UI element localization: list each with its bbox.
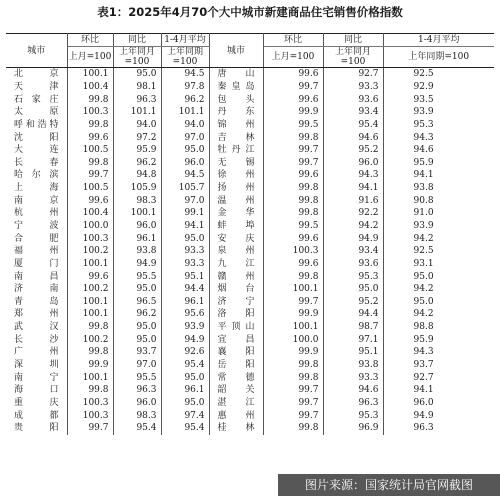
mom-cell: 99.7 <box>263 384 323 397</box>
avg-cell: 94.9 <box>413 410 434 421</box>
avg-header-right: 1-4月平均 <box>383 34 494 47</box>
yoy-cell: 95.0 <box>113 283 161 296</box>
mom-cell: 100.3 <box>67 409 113 422</box>
avg-cell: 94.2 <box>413 284 434 295</box>
mom-cell: 99.6 <box>263 68 323 81</box>
mom-cell: 100.5 <box>67 182 113 195</box>
mom-base-right: 上月=100 <box>263 47 323 68</box>
avg-cell: 96.3 <box>413 423 434 434</box>
avg-base-right: 上年同期=100 <box>383 47 494 68</box>
table-body <box>6 68 494 435</box>
table-row <box>6 194 494 207</box>
avg-cell: 94.5 <box>161 169 209 182</box>
avg-cell: 105.7 <box>161 182 209 195</box>
city-cell: 岳阳 <box>209 359 263 372</box>
mom-cell: 100.1 <box>67 296 113 309</box>
avg-cell: 95.9 <box>413 334 434 345</box>
city-cell: 韶关 <box>209 384 263 397</box>
avg-cell: 94.0 <box>161 119 209 132</box>
table-row <box>6 144 494 157</box>
yoy-cell: 96.9 <box>323 422 383 435</box>
yoy-cell: 95.5 <box>113 371 161 384</box>
city-cell: 丹东 <box>209 106 263 119</box>
mom-cell: 99.8 <box>263 207 323 220</box>
mom-cell: 100.1 <box>67 258 113 271</box>
mom-cell: 100.1 <box>67 371 113 384</box>
yoy-cell: 93.3 <box>323 371 383 384</box>
city-cell: 大连 <box>6 144 67 157</box>
city-cell: 长春 <box>6 156 67 169</box>
mom-cell: 100.2 <box>67 333 113 346</box>
city-cell: 太原 <box>6 106 67 119</box>
mom-cell: 99.8 <box>263 371 323 384</box>
mom-cell: 99.6 <box>263 232 323 245</box>
city-cell: 合肥 <box>6 232 67 245</box>
city-cell: 湛江 <box>209 397 263 410</box>
mom-cell: 99.9 <box>263 106 323 119</box>
city-cell: 包头 <box>209 93 263 106</box>
mom-cell: 99.6 <box>263 169 323 182</box>
city-cell: 宁波 <box>6 220 67 233</box>
city-cell: 重庆 <box>6 397 67 410</box>
price-index-table-container <box>6 33 494 435</box>
city-cell: 徐州 <box>209 169 263 182</box>
avg-cell: 94.1 <box>413 385 434 396</box>
avg-cell: 95.9 <box>413 157 434 168</box>
yoy-cell: 94.3 <box>323 169 383 182</box>
mom-cell: 99.8 <box>67 156 113 169</box>
avg-cell: 96.1 <box>161 296 209 309</box>
table-row <box>6 169 494 182</box>
avg-cell: 95.0 <box>413 271 434 282</box>
city-cell: 无锡 <box>209 156 263 169</box>
avg-cell: 96.1 <box>161 384 209 397</box>
table-row <box>6 359 494 372</box>
avg-cell: 93.9 <box>161 321 209 334</box>
city-cell: 安庆 <box>209 232 263 245</box>
table-row <box>6 371 494 384</box>
yoy-cell: 98.1 <box>113 81 161 94</box>
city-cell: 呼和浩特 <box>6 119 67 132</box>
city-cell: 福州 <box>6 245 67 258</box>
yoy-cell: 96.3 <box>323 397 383 410</box>
yoy-cell: 101.1 <box>113 106 161 119</box>
avg-cell: 101.1 <box>161 106 209 119</box>
city-cell: 泉州 <box>209 245 263 258</box>
city-cell: 烟台 <box>209 283 263 296</box>
yoy-cell: 93.3 <box>323 81 383 94</box>
table-row <box>6 333 494 346</box>
avg-cell: 95.0 <box>161 144 209 157</box>
yoy-header-right: 同比 <box>323 34 383 47</box>
avg-cell: 95.0 <box>413 296 434 307</box>
mom-cell: 99.7 <box>263 81 323 94</box>
yoy-cell: 93.4 <box>323 106 383 119</box>
yoy-cell: 95.9 <box>113 144 161 157</box>
avg-cell: 96.2 <box>161 93 209 106</box>
mom-cell: 100.2 <box>67 245 113 258</box>
avg-cell: 92.6 <box>161 346 209 359</box>
mom-cell: 99.9 <box>263 308 323 321</box>
yoy-header-left: 同比 <box>113 34 161 47</box>
city-cell: 贵阳 <box>6 422 67 435</box>
mom-cell: 99.9 <box>67 359 113 372</box>
avg-cell: 97.0 <box>161 131 209 144</box>
city-cell: 哈尔滨 <box>6 169 67 182</box>
mom-base-left: 上月=100 <box>67 47 113 68</box>
yoy-base-left: 上年同月=100 <box>113 47 161 68</box>
yoy-cell: 93.8 <box>113 245 161 258</box>
mom-cell: 99.6 <box>263 258 323 271</box>
yoy-cell: 94.8 <box>113 169 161 182</box>
avg-cell: 93.9 <box>413 221 434 231</box>
avg-cell: 95.0 <box>161 232 209 245</box>
mom-cell: 99.6 <box>67 270 113 283</box>
yoy-cell: 94.9 <box>323 232 383 245</box>
mom-cell: 99.7 <box>67 422 113 435</box>
yoy-cell: 96.2 <box>113 308 161 321</box>
yoy-cell: 93.6 <box>323 258 383 271</box>
yoy-cell: 95.5 <box>113 270 161 283</box>
yoy-cell: 96.3 <box>113 93 161 106</box>
mom-header-left: 环比 <box>67 34 113 47</box>
table-row <box>6 258 494 271</box>
yoy-cell: 92.2 <box>323 207 383 220</box>
avg-cell: 93.5 <box>413 94 434 105</box>
avg-cell: 95.3 <box>413 119 434 130</box>
city-cell: 南昌 <box>6 270 67 283</box>
city-cell: 金华 <box>209 207 263 220</box>
city-cell: 北京 <box>6 68 67 81</box>
avg-cell: 93.3 <box>161 245 209 258</box>
avg-cell: 94.2 <box>413 233 434 244</box>
yoy-cell: 95.3 <box>323 409 383 422</box>
avg-cell: 93.8 <box>413 183 434 194</box>
yoy-cell: 95.0 <box>113 321 161 334</box>
yoy-cell: 95.0 <box>113 68 161 81</box>
mom-cell: 99.5 <box>263 220 323 233</box>
avg-cell: 93.9 <box>413 107 434 118</box>
yoy-cell: 95.4 <box>323 119 383 132</box>
city-cell: 秦皇岛 <box>209 81 263 94</box>
mom-cell: 99.7 <box>263 296 323 309</box>
avg-cell: 94.1 <box>413 170 434 181</box>
city-cell: 长沙 <box>6 333 67 346</box>
avg-cell: 92.7 <box>413 372 434 383</box>
avg-cell: 97.0 <box>161 194 209 207</box>
table-row <box>6 397 494 410</box>
table-row <box>6 232 494 245</box>
mom-cell: 99.9 <box>263 346 323 359</box>
avg-cell: 94.1 <box>161 220 209 233</box>
table-title: 表1：2025年4月70个大中城市新建商品住宅销售价格指数 <box>97 5 403 19</box>
yoy-cell: 94.2 <box>323 220 383 233</box>
mom-header-right: 环比 <box>263 34 323 47</box>
mom-cell: 99.7 <box>263 156 323 169</box>
table-row <box>6 207 494 220</box>
avg-cell: 92.5 <box>413 246 434 257</box>
table-row <box>6 68 494 81</box>
avg-cell: 93.7 <box>413 360 434 371</box>
yoy-cell: 93.7 <box>113 346 161 359</box>
mom-cell: 100.5 <box>67 144 113 157</box>
city-cell: 上海 <box>6 182 67 195</box>
mom-cell: 100.0 <box>263 333 323 346</box>
yoy-cell: 96.0 <box>323 156 383 169</box>
yoy-cell: 96.0 <box>113 220 161 233</box>
avg-cell: 94.9 <box>161 333 209 346</box>
mom-cell: 100.4 <box>67 207 113 220</box>
city-cell: 海口 <box>6 384 67 397</box>
yoy-cell: 98.3 <box>113 194 161 207</box>
city-cell: 武汉 <box>6 321 67 334</box>
mom-cell: 99.8 <box>67 93 113 106</box>
mom-cell: 99.6 <box>263 93 323 106</box>
city-cell: 吉林 <box>209 131 263 144</box>
city-cell: 赣州 <box>209 270 263 283</box>
mom-cell: 100.1 <box>67 68 113 81</box>
table-row <box>6 283 494 296</box>
table-row <box>6 296 494 309</box>
mom-cell: 99.8 <box>263 359 323 372</box>
city-cell: 锦州 <box>209 119 263 132</box>
mom-cell: 99.8 <box>67 384 113 397</box>
avg-cell: 94.4 <box>161 283 209 296</box>
mom-cell: 99.7 <box>263 144 323 157</box>
mom-cell: 100.3 <box>67 397 113 410</box>
mom-cell: 100.4 <box>67 81 113 94</box>
yoy-cell: 100.1 <box>113 207 161 220</box>
city-cell: 平顶山 <box>209 321 263 334</box>
avg-cell: 97.4 <box>161 409 209 422</box>
yoy-cell: 95.2 <box>323 144 383 157</box>
avg-cell: 95.0 <box>161 397 209 410</box>
city-cell: 常德 <box>209 371 263 384</box>
yoy-cell: 95.4 <box>113 422 161 435</box>
city-cell: 宜昌 <box>209 333 263 346</box>
city-cell: 桂林 <box>209 422 263 435</box>
yoy-cell: 91.6 <box>323 194 383 207</box>
yoy-cell: 95.1 <box>323 346 383 359</box>
avg-cell: 97.8 <box>161 81 209 94</box>
yoy-cell: 93.6 <box>323 93 383 106</box>
yoy-cell: 95.0 <box>113 333 161 346</box>
avg-cell: 96.0 <box>413 397 434 408</box>
city-cell: 深圳 <box>6 359 67 372</box>
table-row <box>6 409 494 422</box>
mom-cell: 99.7 <box>67 169 113 182</box>
avg-base-left: 上年同期=100 <box>161 47 209 68</box>
mom-cell: 100.1 <box>263 321 323 334</box>
table-row <box>6 220 494 233</box>
yoy-cell: 96.1 <box>113 232 161 245</box>
avg-cell: 93.3 <box>161 258 209 271</box>
city-cell: 郑州 <box>6 308 67 321</box>
city-cell: 扬州 <box>209 182 263 195</box>
city-cell: 沈阳 <box>6 131 67 144</box>
city-cell: 温州 <box>209 194 263 207</box>
table-row <box>6 156 494 169</box>
city-header-right: 城市 <box>209 34 263 68</box>
avg-cell: 95.4 <box>161 359 209 372</box>
yoy-cell: 96.0 <box>113 397 161 410</box>
city-cell: 洛阳 <box>209 308 263 321</box>
table-row <box>6 119 494 132</box>
table-row <box>6 346 494 359</box>
avg-header-left: 1-4月平均 <box>161 34 209 47</box>
avg-cell: 94.6 <box>413 145 434 156</box>
yoy-cell: 96.2 <box>113 156 161 169</box>
city-cell: 九江 <box>209 258 263 271</box>
mom-cell: 99.8 <box>67 346 113 359</box>
avg-cell: 90.8 <box>413 195 434 206</box>
avg-cell: 92.9 <box>413 81 434 92</box>
city-cell: 济南 <box>6 283 67 296</box>
yoy-cell: 92.7 <box>323 68 383 81</box>
avg-cell: 95.0 <box>161 371 209 384</box>
avg-cell: 92.5 <box>413 69 434 80</box>
avg-cell: 95.1 <box>161 270 209 283</box>
city-cell: 唐山 <box>209 68 263 81</box>
table-row <box>6 270 494 283</box>
table-row <box>6 422 494 435</box>
mom-cell: 99.8 <box>67 119 113 132</box>
table-row <box>6 308 494 321</box>
avg-cell: 94.5 <box>161 68 209 81</box>
yoy-cell: 95.0 <box>323 283 383 296</box>
yoy-cell: 95.3 <box>323 270 383 283</box>
mom-cell: 99.8 <box>263 422 323 435</box>
yoy-cell: 98.3 <box>113 409 161 422</box>
mom-cell: 99.6 <box>67 194 113 207</box>
yoy-cell: 94.9 <box>113 258 161 271</box>
table-row <box>6 131 494 144</box>
avg-cell: 98.8 <box>413 322 434 333</box>
avg-cell: 99.1 <box>161 207 209 220</box>
yoy-cell: 97.0 <box>113 359 161 372</box>
price-index-table <box>6 33 494 435</box>
mom-cell: 99.7 <box>263 409 323 422</box>
yoy-cell: 94.1 <box>323 182 383 195</box>
city-cell: 杭州 <box>6 207 67 220</box>
mom-cell: 99.8 <box>263 182 323 195</box>
city-cell: 南宁 <box>6 371 67 384</box>
yoy-cell: 97.2 <box>113 131 161 144</box>
yoy-cell: 93.4 <box>323 245 383 258</box>
mom-cell: 100.1 <box>263 283 323 296</box>
city-cell: 惠州 <box>209 409 263 422</box>
mom-cell: 99.8 <box>263 194 323 207</box>
city-cell: 成都 <box>6 409 67 422</box>
avg-cell: 93.1 <box>413 258 434 269</box>
city-cell: 南京 <box>6 194 67 207</box>
mom-cell: 99.8 <box>67 321 113 334</box>
mom-cell: 99.8 <box>263 270 323 283</box>
yoy-cell: 94.6 <box>323 131 383 144</box>
mom-cell: 99.6 <box>67 131 113 144</box>
yoy-cell: 94.4 <box>323 308 383 321</box>
mom-cell: 100.2 <box>67 283 113 296</box>
city-cell: 石家庄 <box>6 93 67 106</box>
table-row <box>6 245 494 258</box>
yoy-cell: 94.6 <box>323 384 383 397</box>
avg-cell: 94.2 <box>413 309 434 320</box>
city-cell: 蚌埠 <box>209 220 263 233</box>
yoy-base-right: 上年同月=100 <box>323 47 383 68</box>
mom-cell: 99.7 <box>263 397 323 410</box>
table-row <box>6 81 494 94</box>
mom-cell: 99.8 <box>263 131 323 144</box>
yoy-cell: 96.3 <box>113 384 161 397</box>
avg-cell: 94.3 <box>413 347 434 358</box>
yoy-cell: 97.1 <box>323 333 383 346</box>
mom-cell: 100.1 <box>67 308 113 321</box>
avg-cell: 94.3 <box>413 132 434 143</box>
image-source-watermark: 图片来源：国家统计局官网截图 <box>278 474 500 496</box>
yoy-cell: 96.5 <box>113 296 161 309</box>
avg-cell: 95.6 <box>161 308 209 321</box>
city-cell: 青岛 <box>6 296 67 309</box>
mom-cell: 100.0 <box>67 220 113 233</box>
city-cell: 厦门 <box>6 258 67 271</box>
table-row <box>6 384 494 397</box>
city-cell: 广州 <box>6 346 67 359</box>
yoy-cell: 94.0 <box>113 119 161 132</box>
yoy-cell: 95.2 <box>323 296 383 309</box>
yoy-cell: 98.7 <box>323 321 383 334</box>
yoy-cell: 105.9 <box>113 182 161 195</box>
table-row <box>6 321 494 334</box>
city-cell: 天津 <box>6 81 67 94</box>
city-cell: 济宁 <box>209 296 263 309</box>
mom-cell: 100.3 <box>67 106 113 119</box>
avg-cell: 96.0 <box>161 156 209 169</box>
mom-cell: 99.5 <box>263 119 323 132</box>
avg-cell: 91.0 <box>413 208 434 219</box>
yoy-cell: 93.8 <box>323 359 383 372</box>
mom-cell: 100.3 <box>263 245 323 258</box>
table-row <box>6 106 494 119</box>
city-header-left: 城市 <box>6 34 67 68</box>
city-cell: 牡丹江 <box>209 144 263 157</box>
table-row <box>6 182 494 195</box>
mom-cell: 100.3 <box>67 232 113 245</box>
table-row <box>6 93 494 106</box>
city-cell: 襄阳 <box>209 346 263 359</box>
avg-cell: 95.4 <box>161 422 209 435</box>
